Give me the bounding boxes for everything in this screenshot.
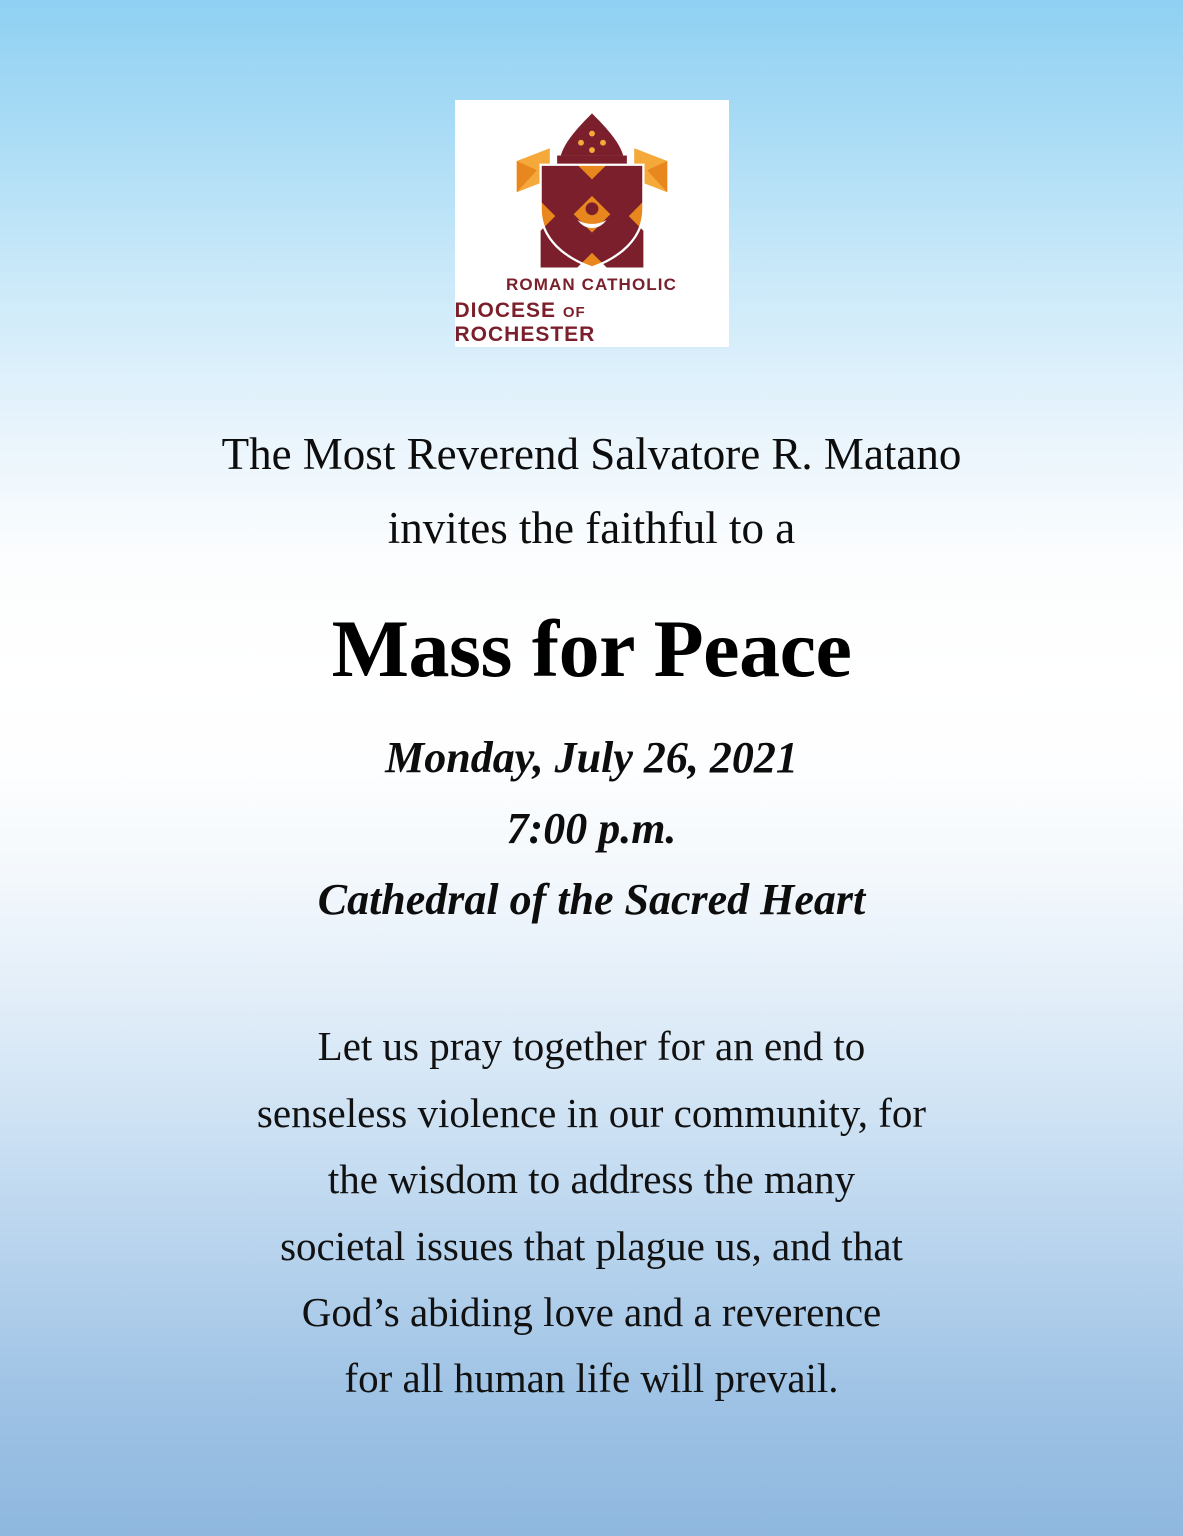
- invitation-text: [222, 417, 962, 566]
- prayer-text: [257, 1013, 926, 1411]
- logo-line-roman-catholic: ROMAN CATHOLIC: [506, 275, 677, 294]
- prayer-line-2: senseless violence in our community, for: [256, 1089, 927, 1136]
- prayer-line-4: societal issues that plague us, and that: [280, 1222, 903, 1269]
- event-date: Monday, July 26, 2021: [385, 732, 798, 782]
- logo-diocese-word: DIOCESE: [454, 299, 563, 322]
- prayer-line-6: for all human life will prevail.: [344, 1355, 839, 1402]
- diocese-crest-icon: [492, 106, 692, 273]
- prayer-line-5: God’s abiding love and a reverence: [301, 1288, 882, 1335]
- invitation-line-1: The Most Reverend Salvatore R. Matano: [221, 429, 962, 479]
- event-details: [318, 722, 866, 936]
- event-title: Mass for Peace: [331, 602, 852, 694]
- logo-of-word: OF: [562, 304, 586, 321]
- event-time: 7:00 p.m.: [506, 803, 677, 853]
- logo-line-diocese-of-rochester: [455, 299, 729, 347]
- logo-rochester-word: ROCHESTER: [454, 323, 596, 346]
- event-location: Cathedral of the Sacred Heart: [317, 875, 866, 925]
- invitation-line-2: invites the faithful to a: [387, 503, 796, 554]
- prayer-line-1: Let us pray together for an end to: [317, 1023, 866, 1070]
- prayer-line-3: the wisdom to address the many: [327, 1156, 856, 1203]
- diocese-logo: [455, 100, 729, 347]
